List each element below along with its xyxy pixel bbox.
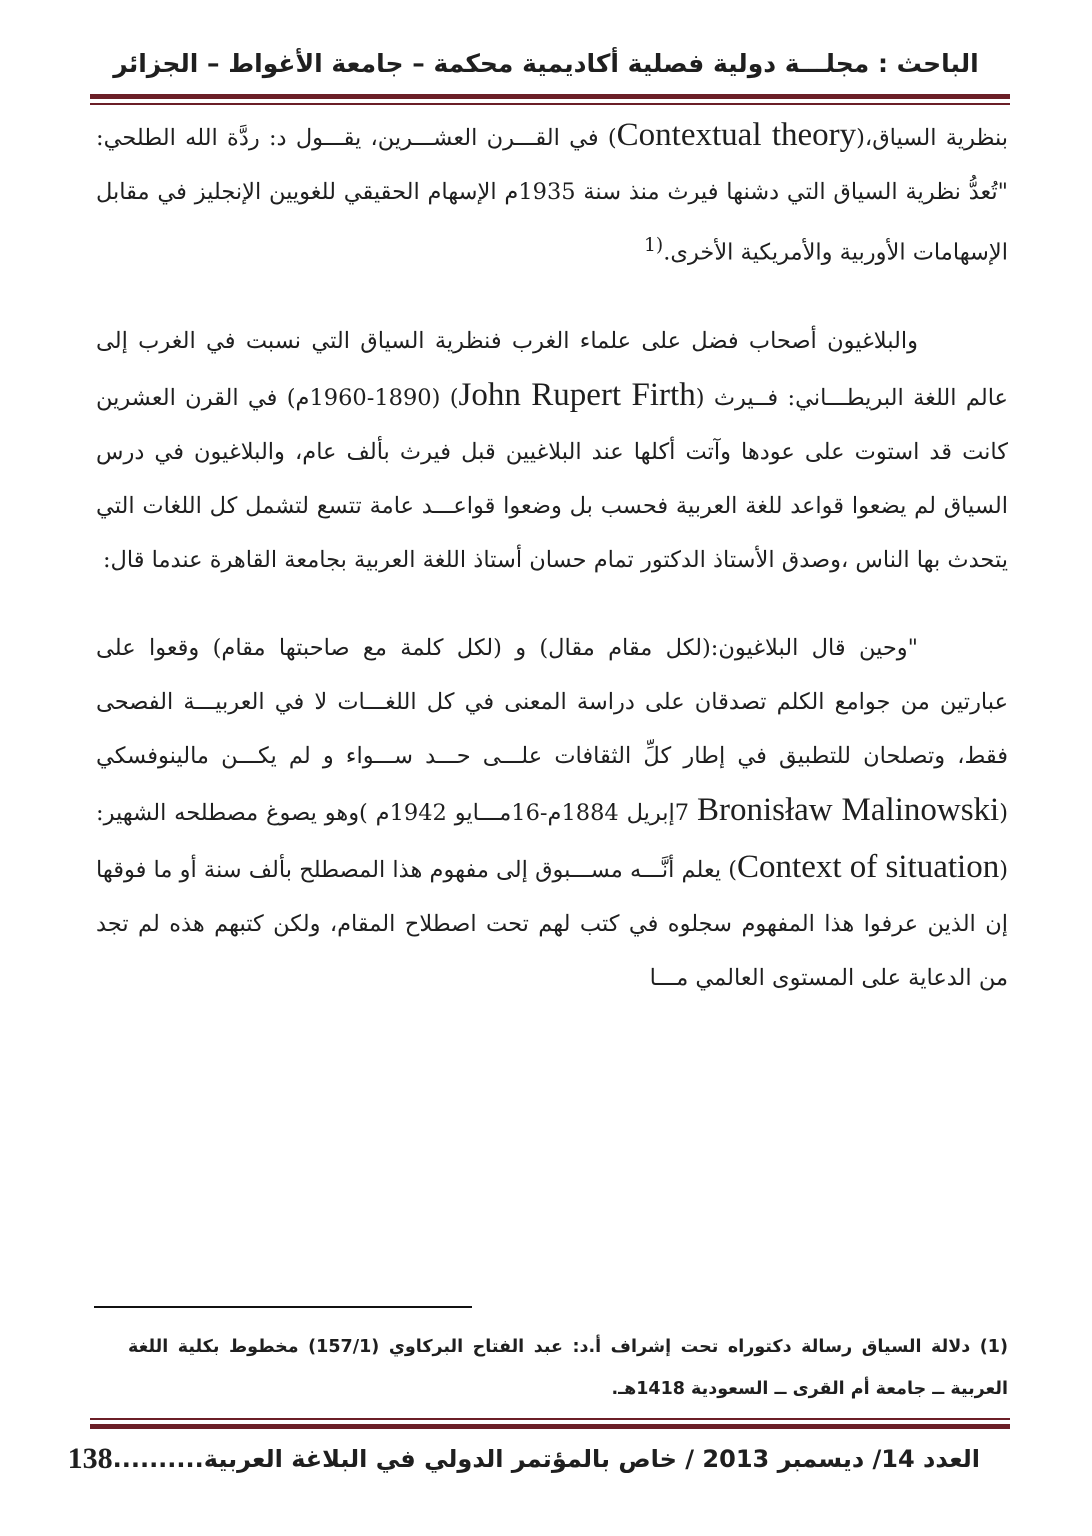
footnote-reference[interactable]: (1 [643, 235, 664, 256]
footnotes [128, 1326, 1008, 1410]
page-number: 138 [67, 1442, 113, 1475]
footnote-1: (1) دلالة السياق رسالة دكتوراه تحت إشراف أ.د: عبد الفتاح البركاوي (157/1) مخطوط بكلية اللغة العربية ــ جامعة أم القرى ــ السعودية 1418هـ. [128, 1337, 1008, 1399]
footer-rule-thick [90, 1424, 1010, 1429]
latin-term-context-of-situation: Context of situation [737, 848, 1000, 885]
paragraph-2: والبلاغيون أصحاب فضل على علماء الغرب فنظرية السياق التي نسبت في الغرب إلى عالم اللغة البريطـــاني: فــيرث (John Rupert Firth) (1890-1960م) في القرن العشرين كانت قد استوت على عودها وآتت أكلها عند البلاغيين قبل فيرث بألف عام، والبلاغيون في درس السياق لم يضعوا قواعد للغة العربية فحسب بل وضعوا قواعـــد عامة تتسع لتشمل كل اللغات التي يتحدث بها الناس ،وصدق الأستاذ الدكتور تمام حسان أستاذ اللغة العربية بجامعة القاهرة عندما قال: [96, 327, 1008, 573]
journal-title: الباحث : مجلـــة دولية فصلية أكاديمية محكمة – جامعة الأغواط – الجزائر [113, 49, 979, 78]
issue-info: العدد 14/ ديسمبر 2013 / خاص بالمؤتمر الدولي في البلاغة العربية.......... [112, 1445, 980, 1473]
latin-name-malinowski: Bronisław Malinowski [696, 791, 1000, 828]
paragraph-1: بنظرية السياق،(Contextual theory) في القـــرن العشـــرين، يقـــول د: ردَّة الله الطلحي: "تُعدُّ نظرية السياق التي دشنها فيرث منذ سنة 1935م الإسهام الحقيقي للغويين الإنجليز في مقابل الإسهامات الأوربية والأمريكية الأخرى.$^{(1}$ [96, 117, 1008, 266]
footnote-separator [94, 1306, 472, 1308]
footer-rule-thin [90, 1418, 1010, 1420]
header-rule-thin [90, 103, 1010, 105]
page-header [90, 42, 1002, 86]
latin-name-firth: John Rupert Firth [458, 376, 696, 413]
page-footer [67, 1436, 980, 1482]
latin-term-contextual-theory: Contextual theory [616, 117, 857, 153]
article-body [96, 108, 1008, 1005]
quote-paragraph: "وحين قال البلاغيون:(لكل مقام مقال) و (لكل كلمة مع صاحبتها مقام) وقعوا على عبارتين من جوامع الكلم تصدقان على دراسة المعنى في كل اللغـــات لا في العربيـــة الفصحى فقط، وتصلحان للتطبيق في إطار كلِّ الثقافات علـــى حـــد ســـواء و لم يكـــن مالينوفسكي (Bronisław Malinowski 7إبريل 1884م-16مـــايو 1942م )وهو يصوغ مصطلحه الشهير:(Context of situation) يعلم أنَّـــه مســـبوق إلى مفهوم هذا المصطلح بألف سنة أو ما فوقها إن الذين عرفوا هذا المفهوم سجلوه في كتب لهم تحت اصطلاح المقام، ولكن كتبهم هذه لم تجد من الدعاية على المستوى العالمي مـــا [96, 634, 1009, 991]
header-rule-thick [90, 94, 1010, 99]
